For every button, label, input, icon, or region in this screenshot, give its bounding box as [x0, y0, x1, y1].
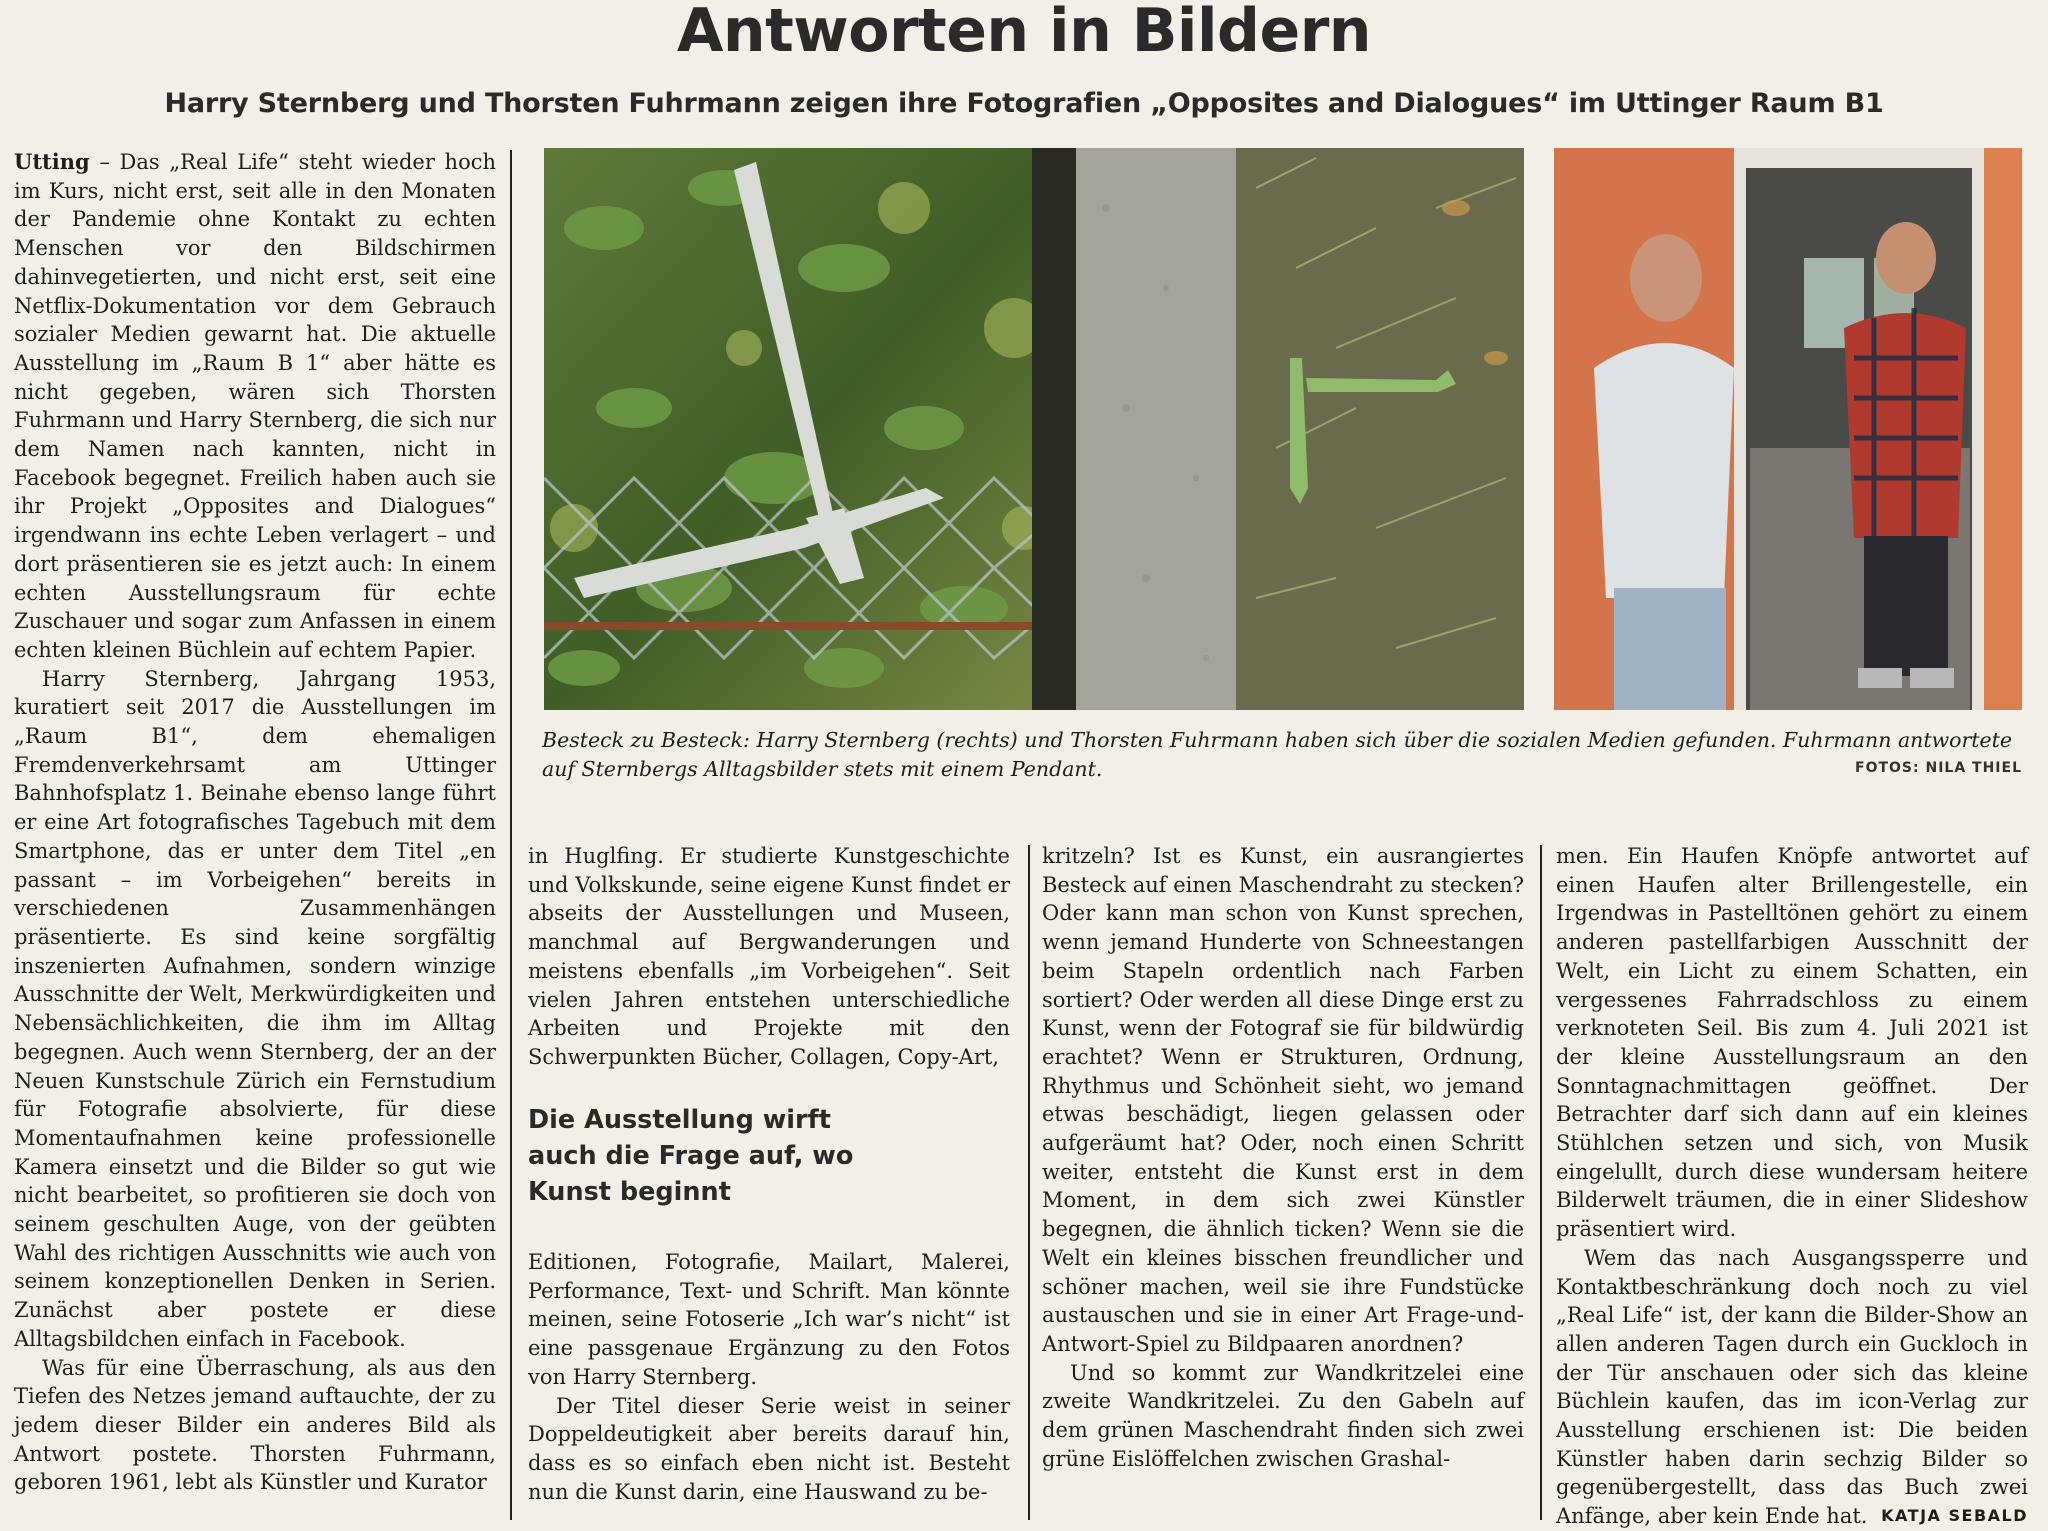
column-rule [510, 150, 512, 1520]
photo-forks-fence [544, 148, 1076, 710]
article-column-2-lower [528, 1248, 1010, 1506]
author-byline: KATJA SEBALD [1881, 1506, 2028, 1526]
dateline: Utting [14, 149, 90, 174]
photo-caption: Besteck zu Besteck: Harry Sternberg (rechts) und Thorsten Fuhrmann haben sich über die sozialen Medien gefunden. Fuhrmann antwortete auf Sternbergs Alltagsbilder stets mit einem Pendant. [542, 728, 2013, 781]
photo-credit: FOTOS: NILA THIEL [1855, 760, 2022, 776]
headline: Antworten in Bildern [676, 0, 1372, 66]
paragraph: Der Titel dieser Serie weist in seiner Doppeldeutigkeit aber bereits darauf hin, dass es so einfach eben nicht ist. Besteht nun die Kunst darin, eine Hauswand zu be- [528, 1393, 1010, 1504]
paragraph: Und so kommt zur Wandkritzelei eine zweite Wandkritzelei. Zu den Gabeln auf dem grünen Maschendraht finden sich zwei grüne Eislöffelchen zwischen Grashal- [1042, 1360, 1524, 1471]
article-column-4 [1556, 842, 2028, 1531]
article-column-1 [14, 148, 496, 1497]
paragraph: men. Ein Haufen Knöpfe antwortet auf einen Haufen alter Brillengestelle, ein Irgendwas in Pastelltönen gehört zu einem anderen pastellfarbigen Ausschnitt der Welt, ein Licht zu einem Schatten, ein vergessenes Fahrradschloss zu einem verknoteten Seil. Bis zum 4. Juli 2021 ist der kleine Ausstellungsraum an den Sonntagnachmittagen geöffnet. Der Betrachter darf sich dann auf ein kleines Stühlchen setzen und sich, von Musik eingelullt, durch diese wundersam heitere Bilderwelt träumen, die in einer Slideshow präsentiert wird. [1556, 844, 2028, 1242]
column-rule [1028, 845, 1030, 1520]
paragraph-text: Wem das nach Ausgangssperre und Kontaktbeschränkung doch noch zu viel „Real Life“ ist, der kann die Bilder-Show an allen anderen Tagen durch ein Guckloch in der Tür anschauen oder sich das kleine Büchlein kaufen, das im icon-Verlag zur Ausstellung erschienen ist: Die beiden Künstler haben darin sechzig Bilder so gegenübergestellt, dass das Buch zwei Anfänge, aber kein Ende hat. [1556, 1245, 2028, 1529]
lead-paragraph [14, 148, 496, 665]
article-column-2 [528, 842, 1010, 1072]
lead-text: – Das „Real Life“ steht wieder hoch im Kurs, nicht erst, seit alle in den Monaten der Pandemie ohne Kontakt zu echten Menschen vor den Bildschirmen dahinvegetierten, und nicht erst, seit eine Netflix-Dokumentation vor dem Gebrauch sozialer Medien gewarnt hat. Die aktuelle Ausstellung im „Raum B 1“ aber hätte es nicht gegeben, wären sich Thorsten Fuhrmann und Harry Sternberg, die sich nur dem Namen nach kannten, nicht in Facebook begegnet. Freilich haben auch sie ihr Projekt „Opposites and Dialogues“ irgendwann ins echte Leben verlagert – und dort präsentieren sie es jetzt auch: In einem echten Ausstellungsraum für echte Zuschauer und sogar zum Anfassen in einem echten kleinen Büchlein auf echtem Papier. [14, 150, 496, 662]
column-rule [1540, 845, 1542, 1520]
photo-artists-portrait [1554, 148, 2022, 710]
article-column-3 [1042, 842, 1524, 1473]
photo-spoons-grass [1076, 148, 1524, 710]
subheadline: Harry Sternberg und Thorsten Fuhrmann zeigen ihre Fotografien „Opposites and Dialogues“ im Uttinger Raum B1 [164, 88, 1884, 119]
interheadline: Die Ausstellung wirft auch die Frage auf, wo Kunst beginnt [528, 1105, 854, 1207]
paragraph: kritzeln? Ist es Kunst, ein ausrangiertes Besteck auf einen Maschendraht zu stecken? Oder kann man schon von Kunst sprechen, wenn jemand Hunderte von Schneestangen beim Stapeln ordentlich nach Farben sortiert? Oder werden all diese Dinge erst zu Kunst, wenn der Fotograf sie für bildwürdig erachtet? Wenn er Strukturen, Ordnung, Rhythmus und Schönheit sieht, wo jemand etwas beschädigt, liegen gelassen oder aufgeräumt hat? Oder, noch einen Schritt weiter, entsteht die Kunst erst in dem Moment, in dem sich zwei Künstler begegnen, die ähnlich ticken? Wenn sie die Welt ein kleines bisschen freundlicher und schöner machen, weil sie ihre Fundstücke austauschen und sie in einer Art Frage-und-Antwort-Spiel zu Bildpaaren anordnen? [1042, 844, 1524, 1356]
paragraph: Editionen, Fotografie, Mailart, Malerei, Performance, Text- und Schrift. Man könnte meinen, seine Fotoserie „Ich war’s nicht“ ist eine passgenaue Ergänzung zu den Fotos von Harry Sternberg. [528, 1250, 1010, 1389]
paragraph: Harry Sternberg, Jahrgang 1953, kuratiert seit 2017 die Ausstellungen im „Raum B1“, dem ehemaligen Fremdenverkehrsamt am Uttinger Bahnhofsplatz 1. Beinahe ebenso lange führt er eine Art fotografisches Tagebuch mit dem Smartphone, das er unter dem Titel „en passant – im Vorbeigehen“ bereits in verschiedenen Zusammenhängen präsentierte. Es sind keine sorgfältig inszenierten Aufnahmen, sondern winzige Ausschnitte der Welt, Merkwürdigkeiten und Nebensächlichkeiten, die ihm im Alltag begegnen. Auch wenn Sternberg, der an der Neuen Kunstschule Zürich ein Fernstudium für Fotografie absolvierte, für diese Momentaufnahmen keine professionelle Kamera einsetzt und die Bilder so gut wie nicht bearbeitet, so profitieren sie doch von seinem geschulten Auge, von der geübten Wahl des richtigen Ausschnitts wie auch von seinem konzeptionellen Denken in Serien. Zunächst aber postete er diese Alltagsbildchen einfach in Facebook. [14, 666, 496, 1351]
paragraph: in Huglfing. Er studierte Kunstgeschichte und Volkskunde, seine eigene Kunst findet er abseits der Ausstellungen und Museen, manchmal auf Bergwanderungen und meistens ebenfalls „im Vorbeigehen“. Seit vielen Jahren entstehen unterschiedliche Arbeiten und Projekte mit den Schwerpunkten Bücher, Collagen, Copy-Art, [528, 844, 1010, 1069]
paragraph: Was für eine Überraschung, als aus den Tiefen des Netzes jemand auftauchte, der zu jedem dieser Bilder ein anderes Bild als Antwort postete. Thorsten Fuhrmann, geboren 1961, lebt als Künstler und Kurator [14, 1355, 496, 1495]
paragraph [1556, 1244, 2028, 1531]
